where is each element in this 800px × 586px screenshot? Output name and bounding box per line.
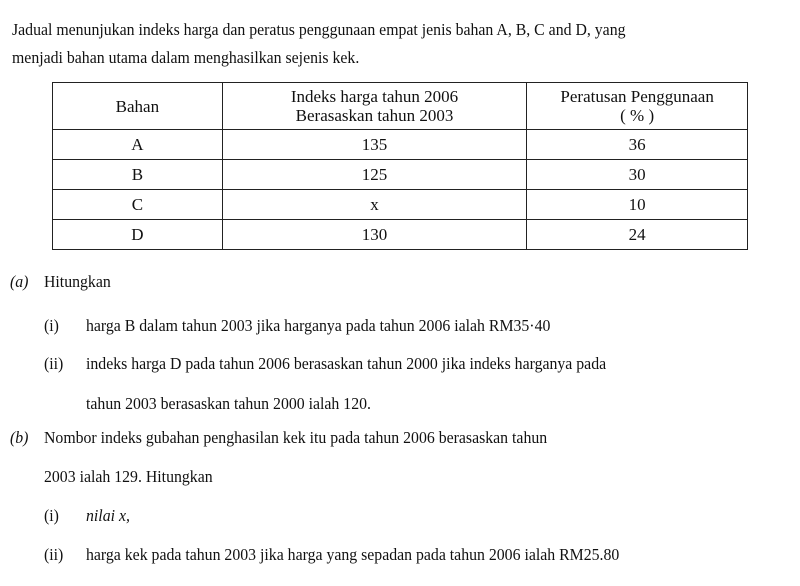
table-header-row [53,83,748,130]
question-b-text-1: Nombor indeks gubahan penghasilan kek itu pada tahun 2006 berasaskan tahun [44,428,548,447]
table-row [53,160,748,190]
question-a-ii-label: (ii) [44,354,64,373]
cell-bahan: D [53,220,223,250]
question-b-ii-label: (ii) [44,545,64,564]
question-b-i-label: (i) [44,506,59,525]
cell-index: x [222,190,527,220]
cell-bahan: A [53,130,223,160]
cell-usage: 24 [527,220,748,250]
cell-bahan: C [53,190,223,220]
header-usage-line2: ( % ) [620,106,655,125]
cell-index: 135 [222,130,527,160]
question-a-i-label: (i) [44,316,59,335]
cell-usage: 10 [527,190,748,220]
question-b-i-text: nilai x, [86,506,130,525]
table-row [53,190,748,220]
cell-usage: 36 [527,130,748,160]
question-a-ii-text-1: indeks harga D pada tahun 2006 berasaskan tahun 2000 jika indeks harganya pada [86,354,607,373]
price-index-table [52,82,748,250]
header-index [222,83,527,130]
cell-index: 125 [222,160,527,190]
table-row [53,220,748,250]
intro-line-2: menjadi bahan utama dalam menghasilkan sejenis kek. [12,48,360,67]
question-a-i-text: harga B dalam tahun 2003 jika harganya pada tahun 2006 ialah RM35·40 [86,316,551,335]
cell-bahan: B [53,160,223,190]
cell-index: 130 [222,220,527,250]
header-index-line1: Indeks harga tahun 2006 [290,87,459,106]
header-index-line2: Berasaskan tahun 2003 [295,106,454,125]
cell-usage: 30 [527,160,748,190]
header-usage [527,83,748,130]
question-a-text: Hitungkan [44,272,111,291]
question-a-label: (a) [10,272,29,291]
intro-line-1: Jadual menunjukan indeks harga dan peratus penggunaan empat jenis bahan A, B, C and D, yang [12,20,626,39]
question-b-label: (b) [10,428,29,447]
question-b-ii-text: harga kek pada tahun 2003 jika harga yang sepadan pada tahun 2006 ialah RM25.80 [86,545,620,564]
table-row [53,130,748,160]
question-b-text-2: 2003 ialah 129. Hitungkan [44,467,213,486]
header-bahan: Bahan [53,83,223,130]
question-a-ii-text-2: tahun 2003 berasaskan tahun 2000 ialah 120. [86,394,371,413]
header-usage-line1: Peratusan Penggunaan [560,87,714,106]
